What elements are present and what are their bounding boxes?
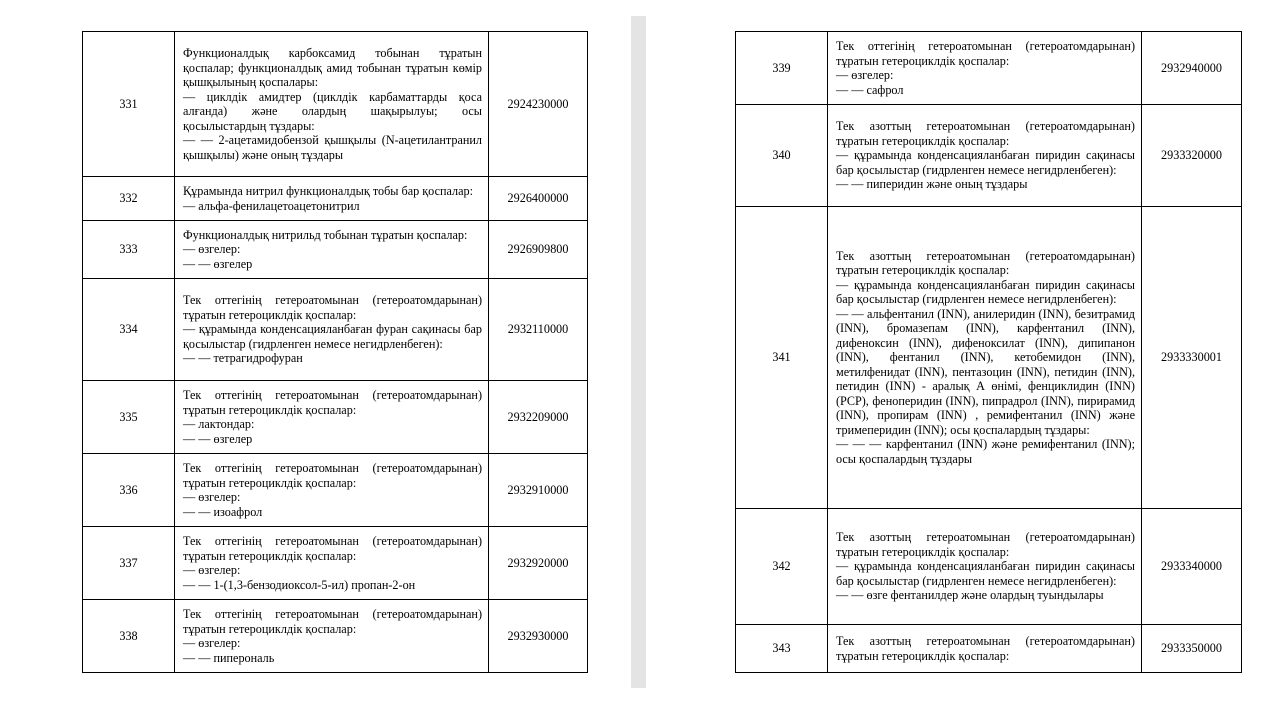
row-number: 339 <box>736 32 828 105</box>
row-code: 2932920000 <box>489 527 588 600</box>
row-code: 2933330001 <box>1142 207 1242 509</box>
description-line: Тек оттегінің гетероатомынан (гетероатомдарынан) тұратын гетероциклдік қоспалар: <box>183 534 482 563</box>
table-row <box>83 600 588 673</box>
row-description <box>175 454 489 527</box>
row-number: 343 <box>736 625 828 673</box>
description-line: — — өзгелер <box>183 256 253 271</box>
description-line: — құрамында конденсацияланбаған пиридин сақинасы бар қосылыстар (гидрленген немесе негидрленбеген): <box>836 148 1135 177</box>
table-row <box>83 454 588 527</box>
page-divider <box>631 16 646 688</box>
row-number: 331 <box>83 32 175 177</box>
description-line: Тек оттегінің гетероатомынан (гетероатомдарынан) тұратын гетероциклдік қоспалар: <box>836 39 1135 68</box>
row-number: 332 <box>83 177 175 221</box>
description-line: — — сафрол <box>836 82 904 97</box>
row-code: 2924230000 <box>489 32 588 177</box>
description-line: — — пиперидин және оның тұздары <box>836 177 1028 192</box>
description-line: — құрамында конденсацияланбаған фуран сақинасы бар қосылыстар (гидрленген немесе негидрленбеген): <box>183 322 482 351</box>
description-line: — — өзге фентанилдер және олардың туындылары <box>836 588 1104 603</box>
table-row <box>83 32 588 177</box>
row-code: 2926909800 <box>489 221 588 279</box>
row-number: 333 <box>83 221 175 279</box>
description-line: Тек оттегінің гетероатомынан (гетероатомдарынан) тұратын гетероциклдік қоспалар: <box>183 607 482 636</box>
table-row <box>736 625 1242 673</box>
row-code: 2932910000 <box>489 454 588 527</box>
description-line: Тек азоттың гетероатомынан (гетероатомдарынан) тұратын гетероциклдік қоспалар: <box>836 530 1135 559</box>
table-row <box>83 177 588 221</box>
row-number: 338 <box>83 600 175 673</box>
row-description <box>175 279 489 381</box>
description-line: Функционалдық нитрильд тобынан тұратын қоспалар: <box>183 227 468 242</box>
description-line: Тек оттегінің гетероатомынан (гетероатомдарынан) тұратын гетероциклдік қоспалар: <box>183 461 482 490</box>
description-line: — — 1-(1,3-бензодиоксол-5-ил) пропан-2-он <box>183 577 416 592</box>
right-table <box>735 31 1242 673</box>
row-code: 2932110000 <box>489 279 588 381</box>
description-line: — құрамында конденсацияланбаған пиридин сақинасы бар қосылыстар (гидрленген немесе негидрленбеген): <box>836 559 1135 588</box>
row-number: 334 <box>83 279 175 381</box>
description-line: — — 2-ацетамидобензой қышқылы (N-ацетилантранил қышқылы) және оның тұздары <box>183 133 482 162</box>
table-row <box>736 509 1242 625</box>
description-line: Тек оттегінің гетероатомынан (гетероатомдарынан) тұратын гетероциклдік қоспалар: <box>183 293 482 322</box>
description-line: — альфа-фенилацетоацетонитрил <box>183 198 360 213</box>
description-line: Тек азоттың гетероатомынан (гетероатомдарынан) тұратын гетероциклдік қоспалар: <box>836 119 1135 148</box>
row-description <box>828 509 1142 625</box>
row-number: 340 <box>736 105 828 207</box>
row-description <box>175 221 489 279</box>
table-row <box>83 221 588 279</box>
table-row <box>83 381 588 454</box>
description-line: Құрамында нитрил функционалдық тобы бар қоспалар: <box>183 184 474 198</box>
row-code: 2932930000 <box>489 600 588 673</box>
description-line: — өзгелер: <box>836 68 894 82</box>
description-line: — циклдік амидтер (циклдік карбаматтарды қоса алғанда) және олардың шақырылуы; осы қосылыстардың тұздары: <box>183 89 482 133</box>
row-description <box>175 177 489 221</box>
row-description <box>175 527 489 600</box>
row-number: 337 <box>83 527 175 600</box>
description-line: Тек оттегінің гетероатомынан (гетероатомдарынан) тұратын гетероциклдік қоспалар: <box>183 388 482 417</box>
description-line: — өзгелер: <box>183 490 241 504</box>
table-row <box>83 279 588 381</box>
row-code: 2932209000 <box>489 381 588 454</box>
row-code: 2926400000 <box>489 177 588 221</box>
table-row <box>736 32 1242 105</box>
table-row <box>83 527 588 600</box>
row-code: 2933340000 <box>1142 509 1242 625</box>
row-description <box>828 207 1142 509</box>
row-number: 342 <box>736 509 828 625</box>
description-line: — лактондар: <box>183 417 255 431</box>
description-line: — құрамында конденсацияланбаған пиридин сақинасы бар қосылыстар (гидрленген немесе негидрленбеген): <box>836 277 1135 307</box>
table-row <box>736 207 1242 509</box>
description-line: — — пиперональ <box>183 650 275 665</box>
description-line: Тек азоттың гетероатомынан (гетероатомдарынан) тұратын гетероциклдік қоспалар: <box>836 248 1135 278</box>
row-description <box>828 105 1142 207</box>
row-description <box>175 600 489 673</box>
row-code: 2933350000 <box>1142 625 1242 673</box>
description-line: — өзгелер: <box>183 242 241 257</box>
row-number: 335 <box>83 381 175 454</box>
left-table <box>82 31 588 673</box>
description-line: Тек азоттың гетероатомынан (гетероатомдарынан) тұратын гетероциклдік қоспалар: <box>836 634 1135 663</box>
row-description <box>828 32 1142 105</box>
row-code: 2933320000 <box>1142 105 1242 207</box>
table-row <box>736 105 1242 207</box>
description-line: — — тетрагидрофуран <box>183 351 303 366</box>
description-line: Функционалдық карбоксамид тобынан тұратын қоспалар; функционалдық амид тобынан тұратын көмір қышқылының қоспалары: <box>183 46 482 89</box>
description-line: — өзгелер: <box>183 563 241 577</box>
description-line: — — өзгелер <box>183 431 253 446</box>
description-line: — өзгелер: <box>183 636 241 650</box>
description-line: — — — карфентанил (INN) және ремифентанил (INN); осы қоспалардың тұздары <box>836 437 1135 466</box>
row-code: 2932940000 <box>1142 32 1242 105</box>
row-description <box>175 32 489 177</box>
description-line: — — альфентанил (INN), анилеридин (INN), безитрамид (INN), бромазепам (INN), карфентанил (INN), дифеноксин (INN), дифеноксилат (INN), дипипанон (INN), фентанил (INN), кетобемидон (INN), метилфенидат (INN), пентазоцин (INN), петидин (INN), петидин (INN) - аралық А өнімі, фенциклидин (INN) (PCP), феноперидин (INN), пипрадрол (INN), пирирамид (INN), пропирам (INN) , ремифентанил (INN) және тримеперидин (INN); осы қоспалардың тұздары: <box>836 306 1135 437</box>
row-description <box>828 625 1142 673</box>
row-number: 341 <box>736 207 828 509</box>
row-description <box>175 381 489 454</box>
row-number: 336 <box>83 454 175 527</box>
description-line: — — изоафрол <box>183 504 263 519</box>
